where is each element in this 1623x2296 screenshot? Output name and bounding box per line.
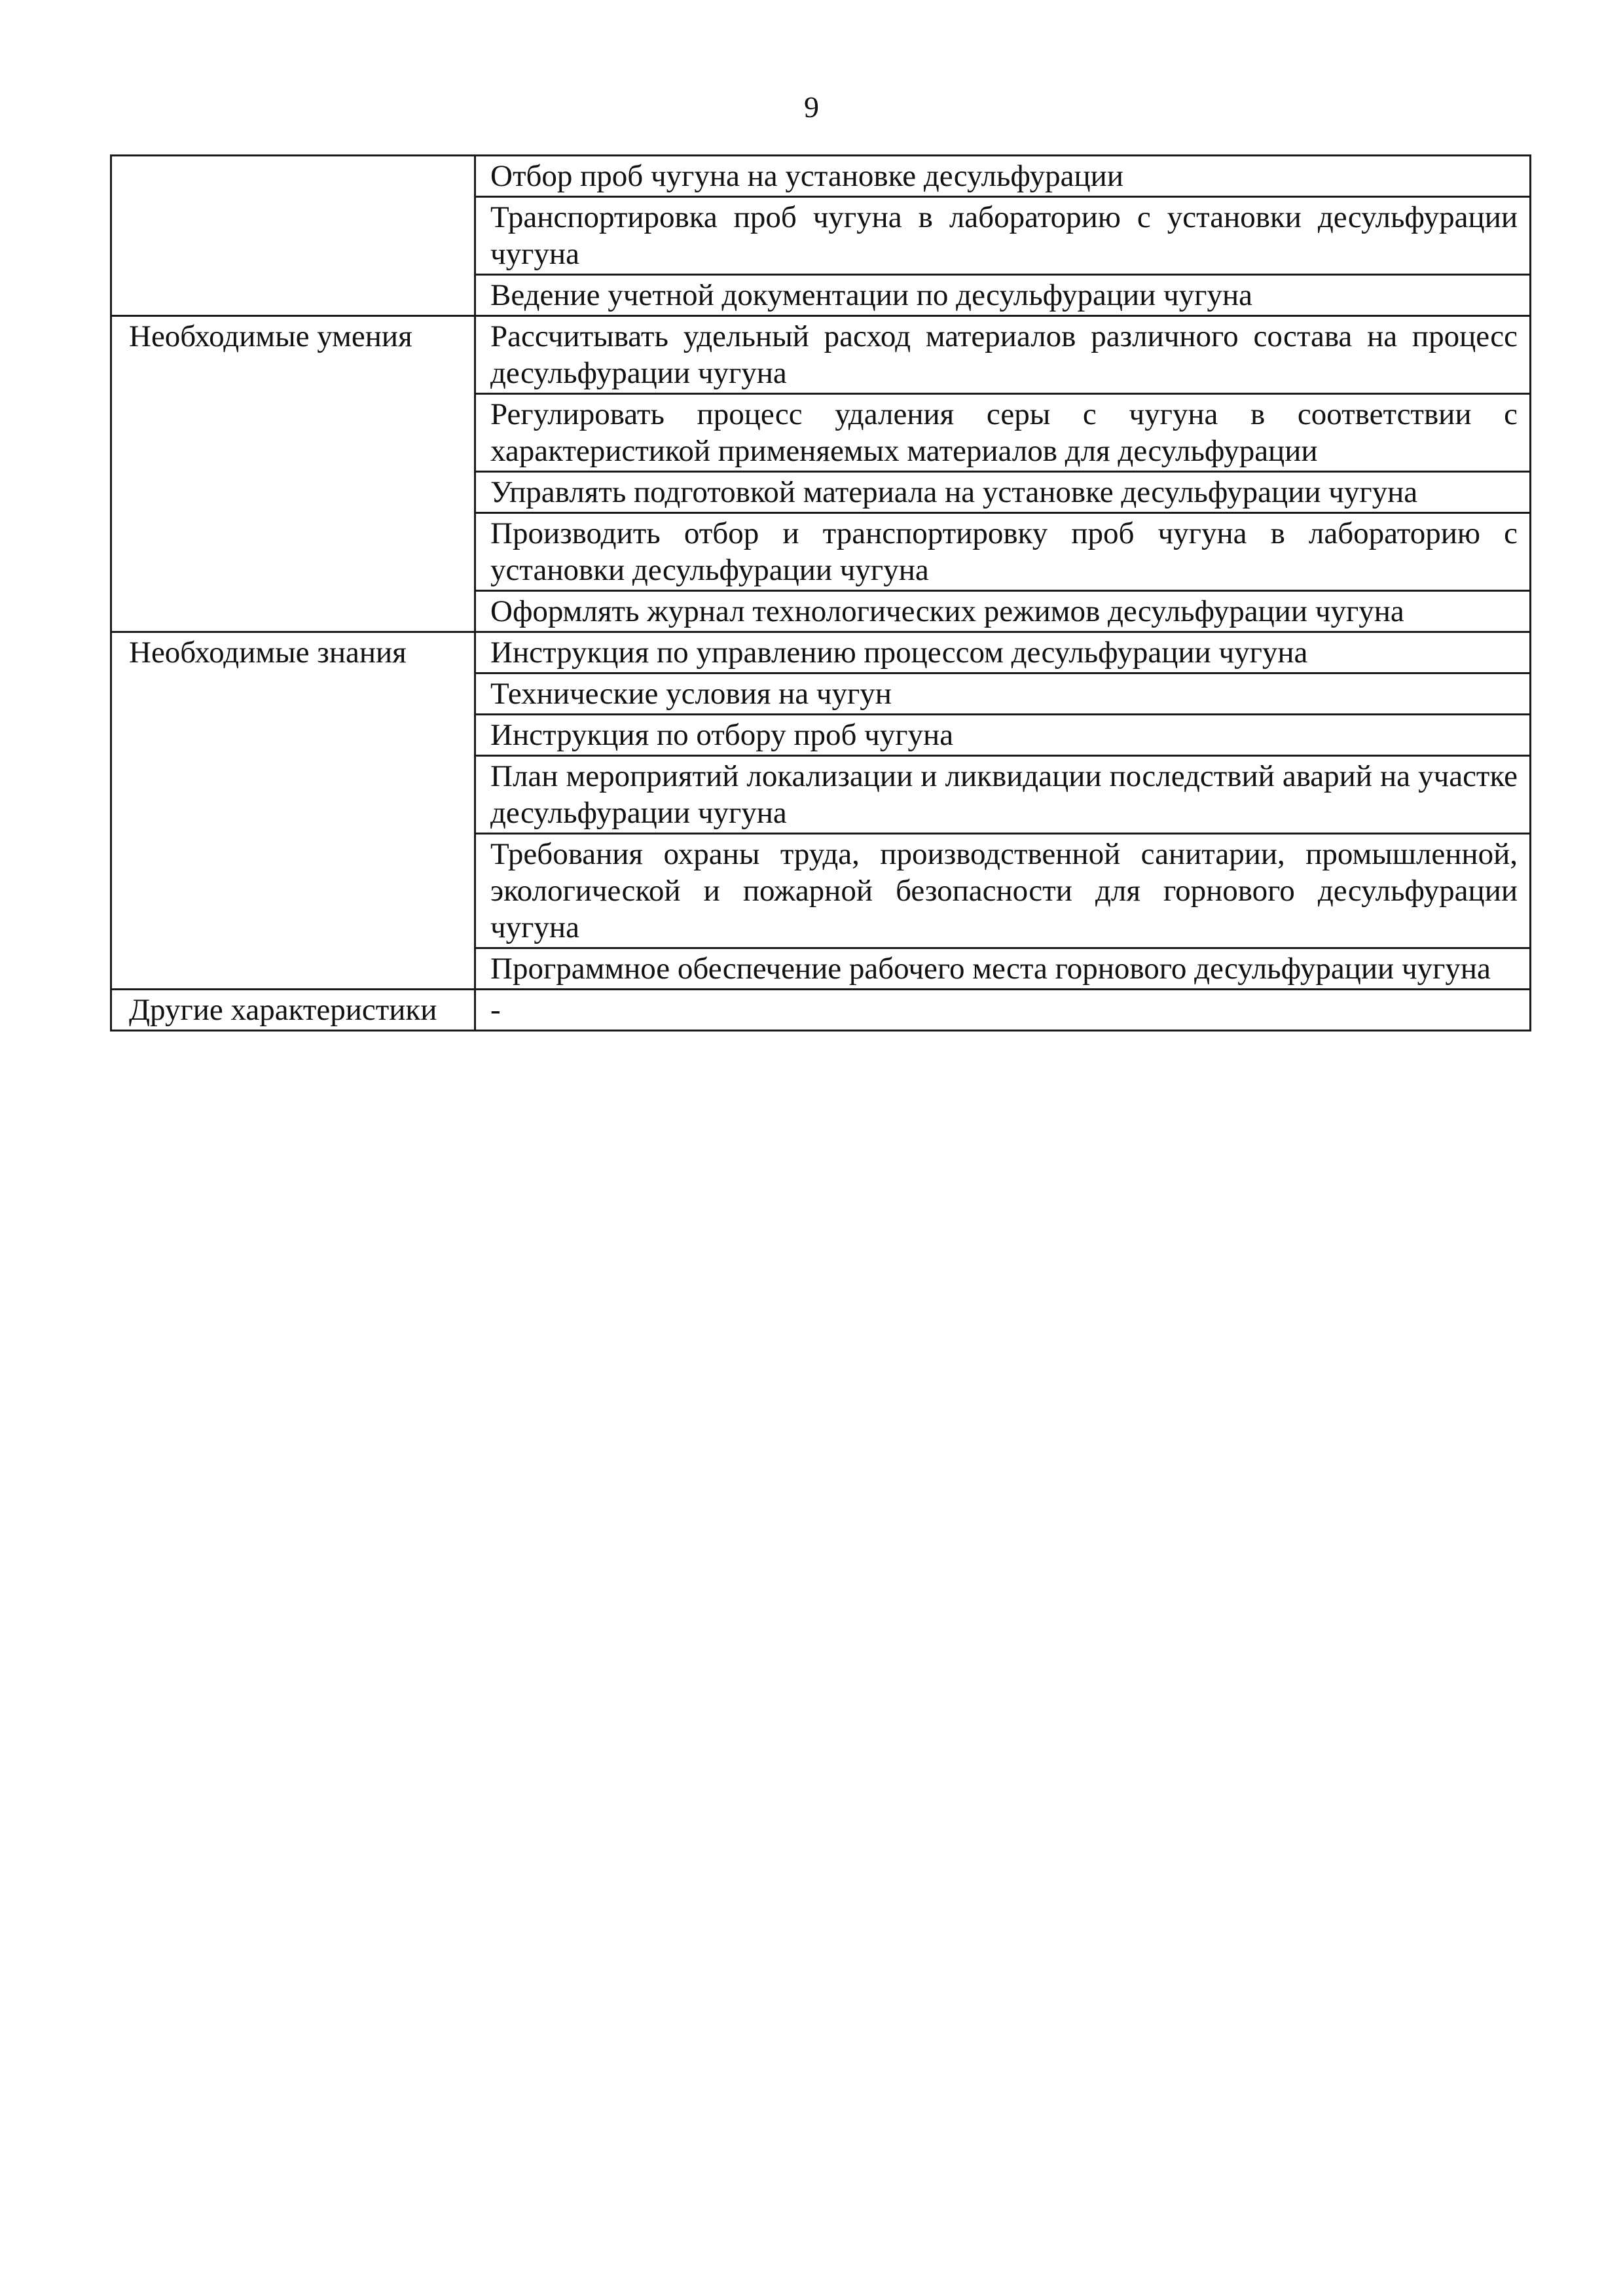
- table-cell: Инструкция по отбору проб чугуна: [475, 715, 1531, 756]
- table-cell: Инструкция по управлению процессом десульфурации чугуна: [475, 632, 1531, 673]
- table-row: [111, 316, 1531, 394]
- table-cell: -: [475, 990, 1531, 1031]
- table-row: [111, 156, 1531, 197]
- page-number: 9: [804, 90, 819, 124]
- section-label-knowledge: Необходимые знания: [111, 632, 475, 990]
- table-cell: Управлять подготовкой материала на установке десульфурации чугуна: [475, 472, 1531, 513]
- table-cell: Ведение учетной документации по десульфурации чугуна: [475, 275, 1531, 316]
- requirements-table: [110, 154, 1531, 1031]
- table-cell: Программное обеспечение рабочего места горнового десульфурации чугуна: [475, 948, 1531, 990]
- table-row: [111, 632, 1531, 673]
- table-row: [111, 990, 1531, 1031]
- table-cell: Технические условия на чугун: [475, 673, 1531, 715]
- table-cell: Рассчитывать удельный расход материалов различного состава на процесс десульфурации чугуна: [475, 316, 1531, 394]
- section-label-other: Другие характеристики: [111, 990, 475, 1031]
- table-cell: Регулировать процесс удаления серы с чугуна в соответствии с характеристикой применяемых материалов для десульфурации: [475, 394, 1531, 472]
- table-cell: Производить отбор и транспортировку проб чугуна в лабораторию с установки десульфурации чугуна: [475, 513, 1531, 591]
- table-cell: Отбор проб чугуна на установке десульфурации: [475, 156, 1531, 197]
- table-cell: План мероприятий локализации и ликвидации последствий аварий на участке десульфурации чугуна: [475, 756, 1531, 834]
- section-label: [111, 156, 475, 316]
- table-cell: Транспортировка проб чугуна в лабораторию с установки десульфурации чугуна: [475, 197, 1531, 275]
- section-label-skills: Необходимые умения: [111, 316, 475, 632]
- table-cell: Оформлять журнал технологических режимов десульфурации чугуна: [475, 591, 1531, 632]
- table-cell: Требования охраны труда, производственной санитарии, промышленной, экологической и пожарной безопасности для горнового десульфурации чугуна: [475, 834, 1531, 948]
